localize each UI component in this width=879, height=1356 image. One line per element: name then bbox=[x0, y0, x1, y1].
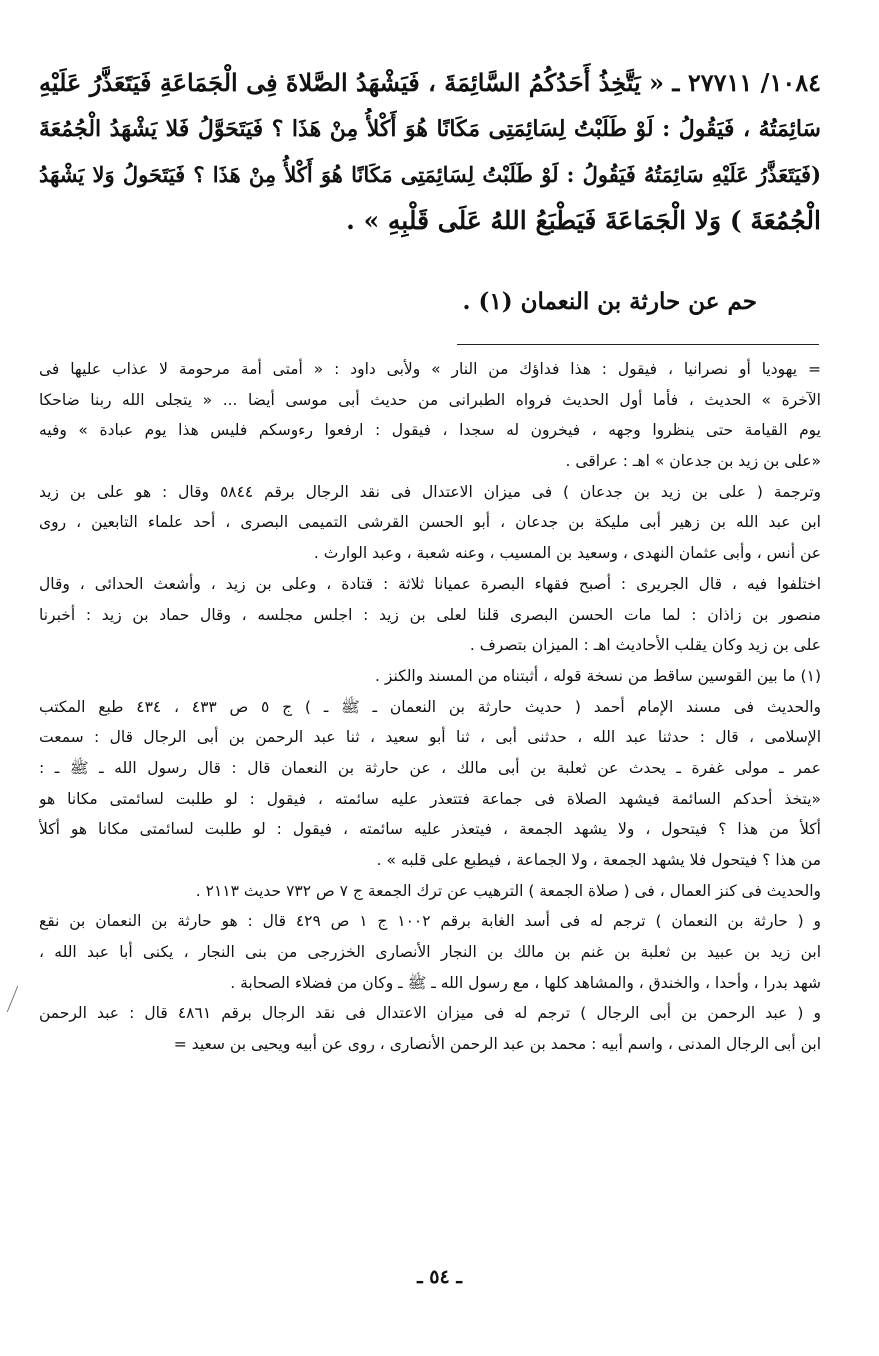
footnote-line: = يهوديا أو نصرانيا ، فيقول : هذا فداؤك من النار » ولأبى داود : « أمتى أمة مرحومة لا عذاب عليها فى bbox=[39, 360, 821, 378]
footnote-line: والحديث فى مسند الإمام أحمد ( حديث حارثة بن النعمان ـ ﷺ ـ ) ج ٥ ص ٤٣٣ ، ٤٣٤ طبع المكتب bbox=[39, 697, 821, 716]
hadith-line-3: (فَيَتَعَذَّرُ عَلَيْهِ سَائِمَتُهُ فَيَقُولُ : لَوْ طَلَبْتُ لِسَائِمَتِى مَكَانًا هُوَ أَكْلأُ مِنْ هَذَا ؟ فَيَتَحَولُ وَلا يَشْهَدُ bbox=[39, 162, 821, 187]
margin-mark bbox=[7, 986, 18, 1012]
page-number: ـ ٥٤ ـ bbox=[417, 1266, 462, 1288]
footnote-line: يوم القيامة حتى ينظروا وجهه ، فيخرون له سجدا ، فيقول : ارفعوا رءوسكم فليس هذا يوم عبادة » وفيه bbox=[39, 421, 821, 440]
footnote-note-1: (١) ما بين القوسين ساقط من نسخة قوله ، أثبتناه من المسند والكنز . bbox=[375, 666, 821, 685]
footnote-line: «على بن زيد بن جدعان » اهـ : عراقى . bbox=[565, 452, 821, 471]
footnote-line: والحديث فى كنز العمال ، فى ( صلاة الجمعة ) الترهيب عن ترك الجمعة ج ٧ ص ٧٣٢ حديث ٢١١٣ . bbox=[195, 881, 821, 900]
footnote-line: ابن عبد الله بن زهير أبى مليكة بن جدعان ، أبو الحسن القرشى التميمى البصرى ، أحد علماء التابعين ، روى bbox=[39, 513, 821, 532]
footnote-line: الإسلامى ، قال : حدثنا عبد الله ، حدثنى أبى ، ثنا أبو سعيد ، ثنا عبد الرحمن بن أبى الرجال قال : سمعت bbox=[39, 728, 821, 747]
footnote-line: أكلأ من هذا ؟ فيتحول ، ولا يشهد الجمعة ، فيتعذر عليه سائمته ، فيقول : لو طلبت لسائمتى مكانا هو أكلأ bbox=[39, 820, 821, 839]
footnote-line: عن أنس ، وأبى عثمان النهدى ، وسعيد بن المسيب ، وعنه شعبة ، وعبد الوارث . bbox=[313, 544, 821, 563]
footnote-line: منصور بن زاذان : لما مات الحسن البصرى قلنا لعلى بن زيد : اجلس مجلسه ، وقال حماد بن زيد : أخبرنا bbox=[39, 605, 821, 624]
footnote-line: و ( حارثة بن النعمان ) ترجم له فى أسد الغابة برقم ١٠٠٢ ج ١ ص ٤٢٩ قال : هو حارثة بن النعمان بن نقع bbox=[39, 912, 821, 931]
footnote-line: عمر ـ مولى غفرة ـ يحدث عن ثعلبة بن أبى مالك ، عن حارثة بن النعمان قال : قال رسول الله ـ ﷺ ـ : bbox=[39, 758, 821, 777]
hadith-line-2: سَائِمَتُهُ ، فَيَقُولُ : لَوْ طَلَبْتُ لِسَائِمَتِى مَكَانًا هُوَ أَكْلأُ مِنْ هَذَا ؟ فَيَتَحَوَّلُ فَلا يَشْهَدُ الْجُمُعَةَ bbox=[39, 116, 821, 142]
hadith-line-4: الْجُمُعَةَ ) وَلا الْجَمَاعَةَ فَيَطْبَعُ اللهُ عَلَى قَلْبِهِ » . bbox=[346, 206, 821, 235]
footnote-line: الآخرة » الحديث ، فأما أول الحديث فرواه الطبرانى من حديث أبى موسى أيضا ... « يتجلى الله ربنا ضاحكا bbox=[39, 390, 821, 409]
footnote-line: وترجمة ( على بن زيد بن جدعان ) فى ميزان الاعتدال فى نقد الرجال برقم ٥٨٤٤ وقال : هو على بن زيد bbox=[39, 482, 821, 501]
footnote-separator bbox=[457, 344, 819, 345]
footnote-line: شهد بدرا ، وأحدا ، والخندق ، والمشاهد كلها ، مع رسول الله ـ ﷺ ـ وكان من فضلاء الصحابة . bbox=[230, 973, 821, 992]
footnote-line: من هذا ؟ فيتحول فلا يشهد الجمعة ، ولا الجماعة ، فيطبع على قلبه » . bbox=[376, 851, 821, 869]
footnote-line: ابن زيد بن عبيد بن ثعلبة بن غنم بن مالك بن النجار الأنصارى الخزرجى من بنى النجار ، يكنى أبا عبد الله ، bbox=[39, 943, 821, 962]
footnote-line: على بن زيد وكان يقلب الأحاديث اهـ : الميزان بتصرف . bbox=[469, 636, 821, 655]
footnote-line: و ( عبد الرحمن بن أبى الرجال ) ترجم له فى ميزان الاعتدال فى نقد الرجال برقم ٤٨٦١ قال : عبد الرحمن bbox=[39, 1004, 821, 1023]
footnote-line: «يتخذ أحدكم السائمة فيشهد الصلاة فى جماعة فتتعذر عليه سائمته ، فيقول : لو طلبت لسائمتى مكانا هو bbox=[39, 789, 821, 808]
footnotes bbox=[39, 356, 821, 1062]
footnote-line: اختلفوا فيه ، قال الجريرى : أصبح فقهاء البصرة عميانا ثلاثة : قتادة ، وعلى بن زيد ، وأشعث الحدائى ، وقال bbox=[39, 574, 821, 593]
footnote-line: ابن أبى الرجال المدنى ، واسم أبيه : محمد بن عبد الرحمن الأنصارى ، روى عن أبيه ويحيى بن سعيد = bbox=[173, 1035, 821, 1054]
hadith-line-1: ١٠٨٤/ ٢٧٧١١ ـ « يَتَّخِذُ أَحَدُكُمُ السَّائِمَةَ ، فَيَشْهَدُ الصَّلاةَ فِى الْجَمَاعَةِ فَيَتَعَذَّرُ عَلَيْهِ bbox=[39, 68, 821, 97]
hadith-text bbox=[39, 62, 821, 246]
hadith-source: حم عن حارثة بن النعمان (١) . bbox=[462, 288, 757, 315]
